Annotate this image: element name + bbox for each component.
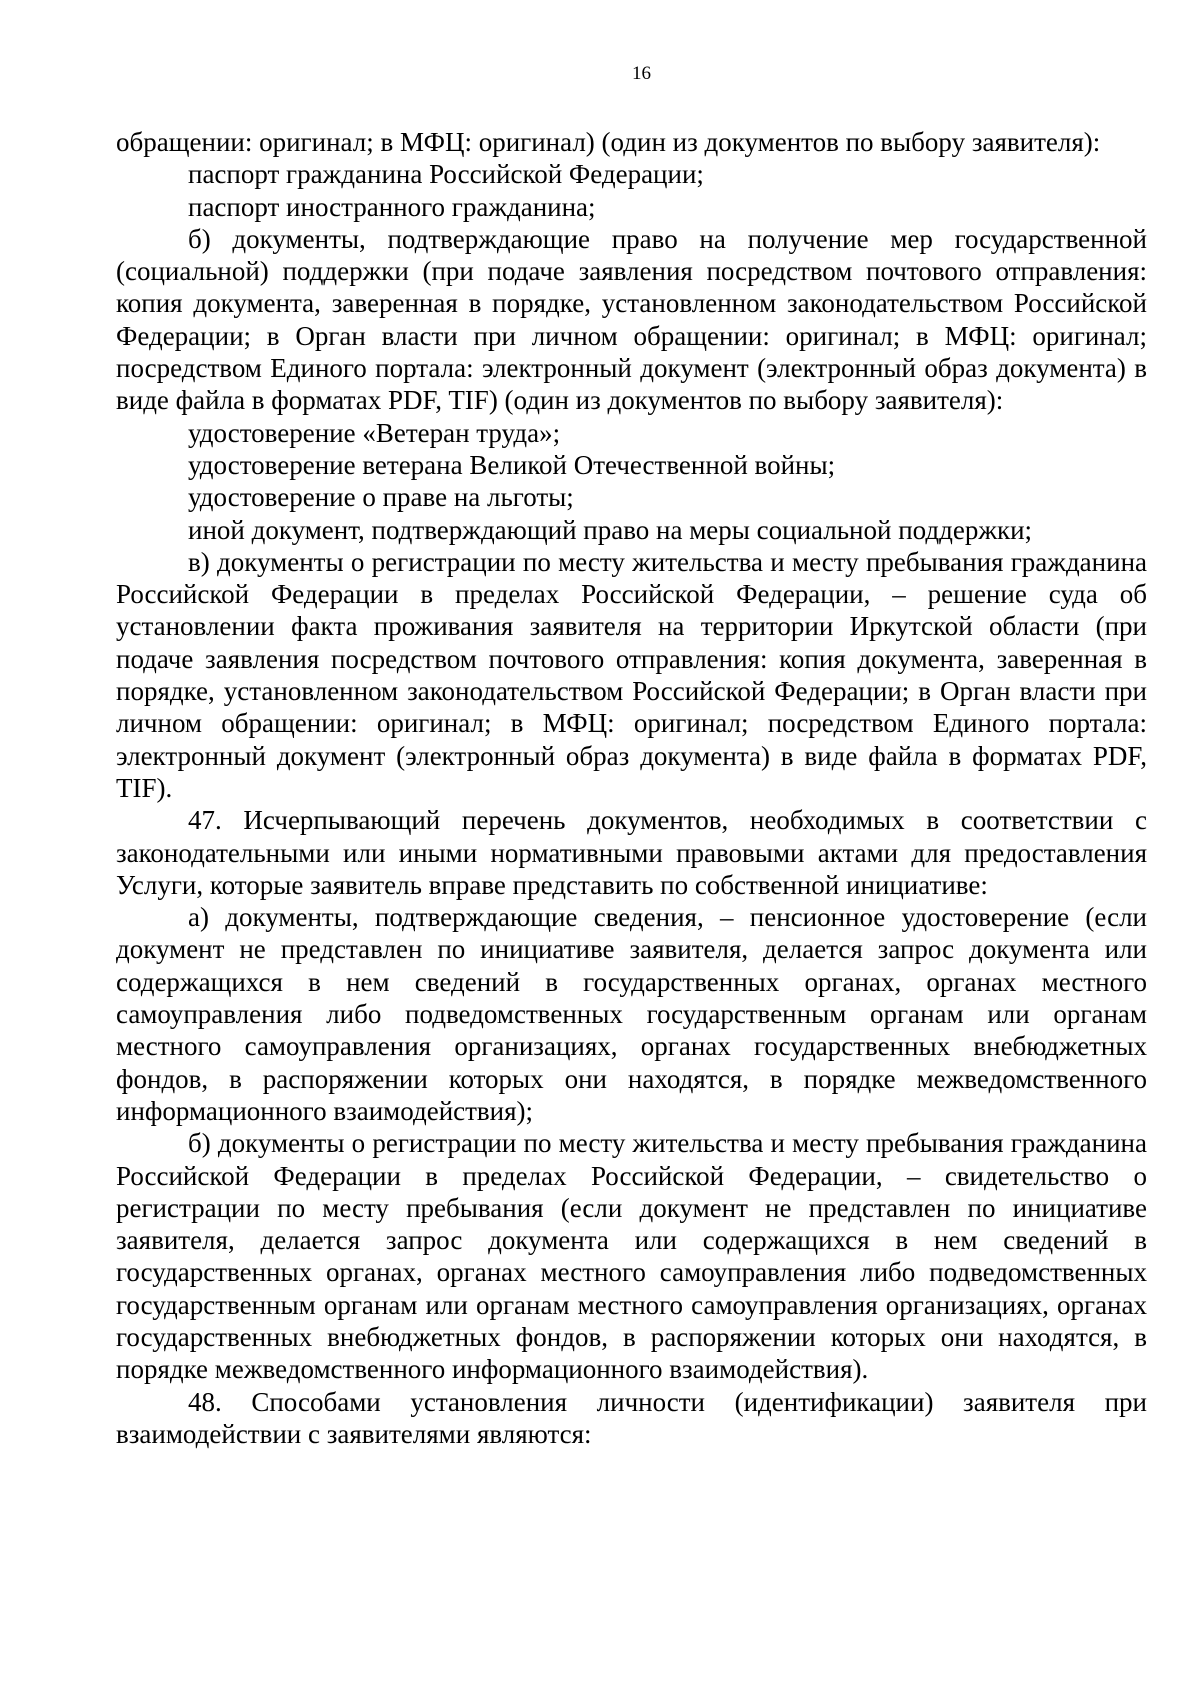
paragraph-item-v-registration: в) документы о регистрации по месту жительства и месту пребывания гражданина Российской Федерации в пределах Российской Федерации, – решение суда об установлении факта проживания заявителя на территории Иркутской области (при подаче заявления посредством почтового отправления: копия документа, заверенная в порядке, установленном законодательством Российской Федерации; в Орган власти при личном обращении: оригинал; в МФЦ: оригинал; посредством Единого портала: электронный документ (электронный образ документа) в виде файла в форматах PDF, TIF). <box>116 546 1147 803</box>
list-item-veteran-of-labor: удостоверение «Ветеран труда»; <box>188 417 561 448</box>
list-item-passport-rf: паспорт гражданина Российской Федерации; <box>188 159 704 190</box>
paragraph-item-a-pension: а) документы, подтверждающие сведения, – пенсионное удостоверение (если документ не представлен по инициативе заявителя, делается запрос документа или содержащихся в нем сведений в государственных органах, органах местного самоуправления либо подведомственных государственным органам или органам местного самоуправления организациях, органах государственных внебюджетных фондов, в распоряжении которых они находятся, в порядке межведомственного информационного взаимодействия); <box>116 902 1147 1126</box>
paragraph-item-b-rights-documents: б) документы, подтверждающие право на получение мер государственной (социальной) поддержки (при подаче заявления посредством почтового отправления: копия документа, заверенная в порядке, установленном законодательством Российской Федерации; в Орган власти при личном обращении: оригинал; в МФЦ: оригинал; посредством Единого портала: электронный документ (электронный образ документа) в виде файла в форматах PDF, TIF) (один из документов по выбору заявителя): <box>116 223 1147 416</box>
page-number: 16 <box>632 63 651 84</box>
list-item-benefits-certificate: удостоверение о праве на льготы; <box>188 482 574 513</box>
paragraph-section-48: 48. Способами установления личности (идентификации) заявителя при взаимодействии с заявителями являются: <box>116 1386 1147 1449</box>
list-item-other-document: иной документ, подтверждающий право на меры социальной поддержки; <box>188 514 1033 545</box>
paragraph-continuation: обращении: оригинал; в МФЦ: оригинал) (один из документов по выбору заявителя): <box>116 127 1101 157</box>
list-item-passport-foreign: паспорт иностранного гражданина; <box>188 191 596 222</box>
document-page <box>116 62 1147 1450</box>
list-item-war-veteran: удостоверение ветерана Великой Отечественной войны; <box>188 449 836 480</box>
paragraph-item-b-registration: б) документы о регистрации по месту жительства и месту пребывания гражданина Российской Федерации в пределах Российской Федерации, – свидетельство о регистрации по месту пребывания (если документ не представлен по инициативе заявителя, делается запрос документа или содержащихся в нем сведений в государственных органах, органах местного самоуправления либо подведомственных государственным органам или органам местного самоуправления организациях, органах государственных внебюджетных фондов, в распоряжении которых они находятся, в порядке межведомственного информационного взаимодействия). <box>116 1128 1147 1385</box>
paragraph-section-47: 47. Исчерпывающий перечень документов, необходимых в соответствии с законодательными или иными нормативными правовыми актами для предоставления Услуги, которые заявитель вправе представить по собственной инициативе: <box>116 805 1147 900</box>
